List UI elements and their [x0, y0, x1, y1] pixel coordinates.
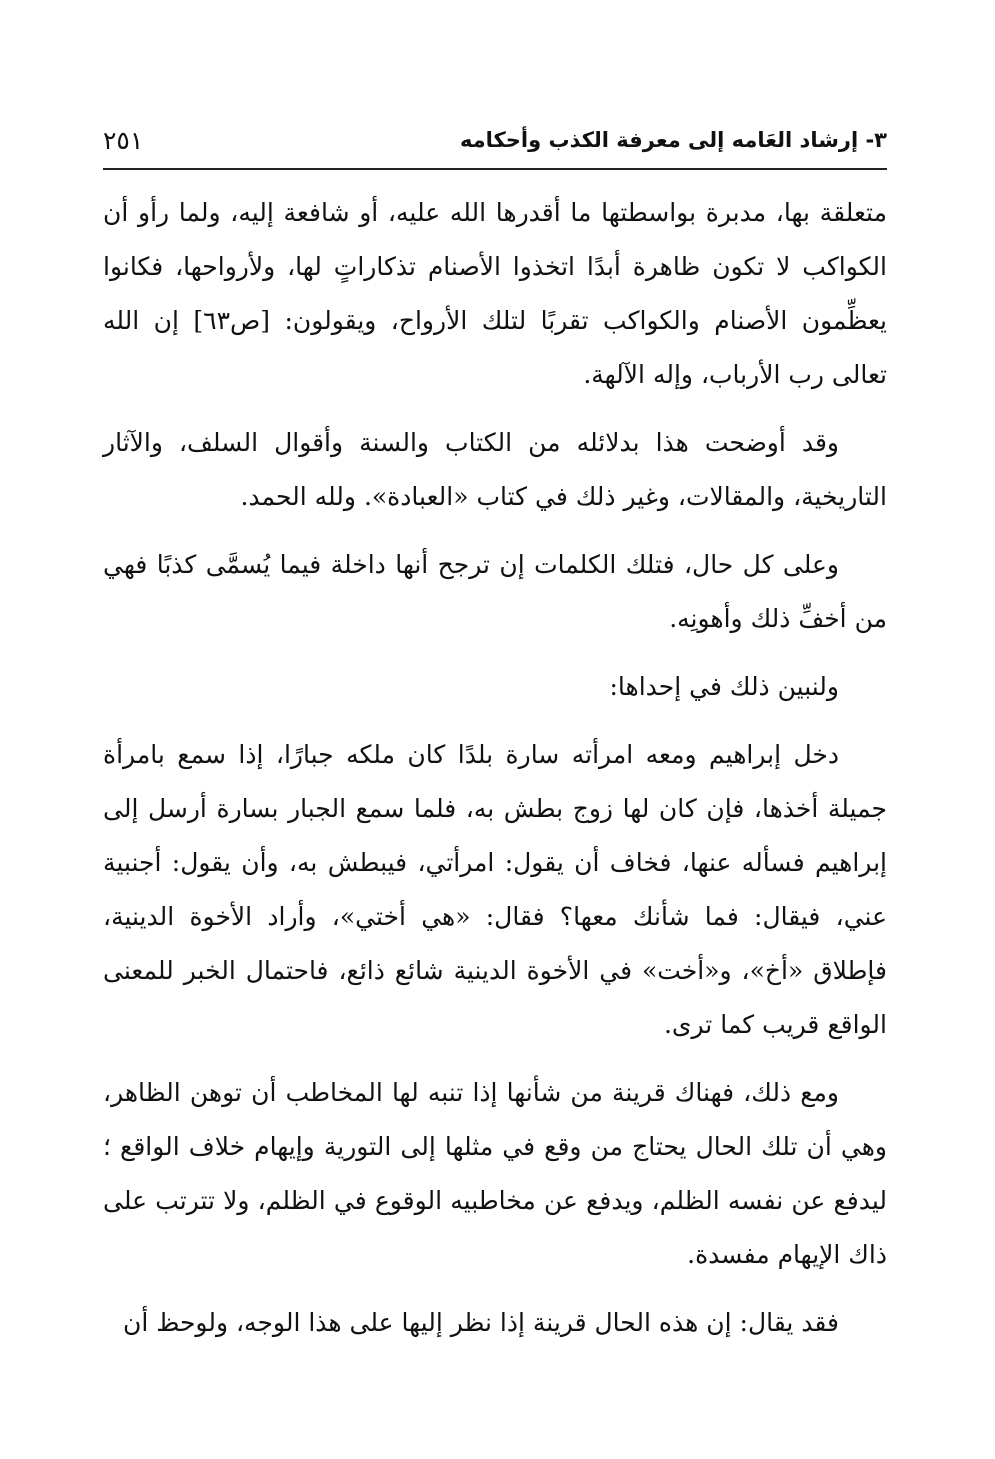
paragraph-continuation: متعلقة بها، مدبرة بواسطتها ما أقدرها الله عليه، أو شافعة إليه، ولما رأو أن الكواكب لا تكون ظاهرة أبدًا اتخذوا الأصنام تذكاراتٍ لها، ولأرواحها، فكانوا يعظِّمون الأصنام والكواكب تقربًا لتلك الأرواح، ويقولون: [ص٦٣] إن الله تعالى رب الأرباب، وإله الآلهة. — [103, 198, 887, 389]
body-text — [103, 186, 887, 1364]
paragraph: فقد يقال: إن هذه الحال قرينة إذا نظر إليها على هذا الوجه، ولوحظ أن — [123, 1308, 839, 1337]
page-header — [103, 122, 887, 166]
page-number: ٢٥١ — [103, 126, 144, 155]
paragraph: دخل إبراهيم ومعه امرأته سارة بلدًا كان ملكه جبارًا، إذا سمع بامرأة جميلة أخذها، فإن كان لها زوج بطش به، فلما سمع الجبار بسارة أرسل إلى إبراهيم فسأله عنها، فخاف أن يقول: امرأتي، فيبطش به، وأن يقول: أجنبية عني، فيقال: فما شأنك معها؟ فقال: «هي أختي»، وأراد الأخوة الدينية، فإطلاق «أخ»، و«أخت» في الأخوة الدينية شائع ذائع، فاحتمال الخبر للمعنى الواقع قريب كما ترى. — [103, 740, 887, 1039]
paragraph: ومع ذلك، فهناك قرينة من شأنها إذا تنبه لها المخاطب أن توهن الظاهر، وهي أن تلك الحال يحتاج من وقع في مثلها إلى التورية وإيهام خلاف الواقع ؛ ليدفع عن نفسه الظلم، ويدفع عن مخاطبيه الوقوع في الظلم، ولا تترتب على ذاك الإيهام مفسدة. — [103, 1078, 887, 1269]
running-title: ٣- إرشاد العَامه إلى معرفة الكذب وأحكامه — [459, 128, 887, 152]
paragraph: وعلى كل حال، فتلك الكلمات إن ترجح أنها داخلة فيما يُسمَّى كذبًا فهي من أخفِّ ذلك وأهونِه. — [103, 550, 887, 633]
paragraph: وقد أوضحت هذا بدلائله من الكتاب والسنة وأقوال السلف، والآثار التاريخية، والمقالات، وغير ذلك في كتاب «العبادة». ولله الحمد. — [103, 428, 887, 511]
paragraph: ولنبين ذلك في إحداها: — [609, 672, 839, 701]
header-rule — [103, 168, 887, 170]
